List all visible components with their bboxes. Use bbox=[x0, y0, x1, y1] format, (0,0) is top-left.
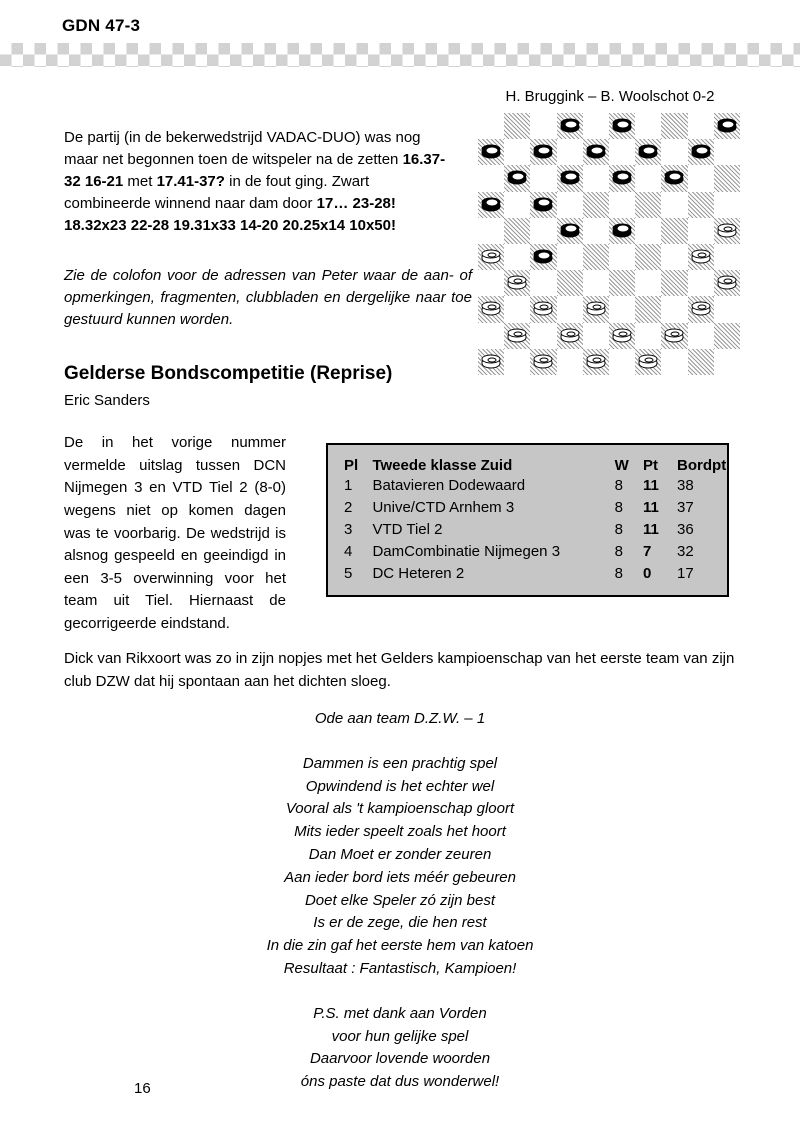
black-piece bbox=[534, 145, 553, 160]
board-square-dark bbox=[688, 349, 714, 375]
intro-moves3: 17… 23-28! 18.32x23 22-28 19.31x33 14-20 20.25x14 10x50! bbox=[64, 195, 396, 235]
cell-pt: 7 bbox=[643, 543, 652, 561]
board-square-light bbox=[583, 113, 609, 139]
poem-line: P.S. met dank aan Vorden bbox=[313, 1004, 487, 1022]
board-square-dark bbox=[688, 296, 714, 322]
board-square-light bbox=[661, 349, 687, 375]
poem-line: Mits ieder speelt zoals het hoort bbox=[294, 823, 506, 841]
board-square-dark bbox=[478, 192, 504, 218]
black-piece bbox=[613, 119, 632, 134]
board-square-light bbox=[688, 270, 714, 296]
board-square-dark bbox=[557, 113, 583, 139]
table-row bbox=[344, 475, 727, 497]
board-square-light bbox=[557, 244, 583, 270]
cell-pl: 2 bbox=[344, 499, 353, 517]
board-square-dark bbox=[609, 165, 635, 191]
black-piece bbox=[482, 145, 501, 160]
black-piece bbox=[613, 223, 632, 238]
board-square-dark bbox=[557, 218, 583, 244]
intro-moves1: 16.37-32 16-21 bbox=[64, 151, 446, 191]
black-piece bbox=[717, 119, 736, 134]
intro-paragraph bbox=[64, 127, 454, 237]
board-square-dark bbox=[583, 349, 609, 375]
board-square-light bbox=[530, 323, 556, 349]
board-square-dark bbox=[478, 139, 504, 165]
column-header-w: W bbox=[614, 457, 629, 474]
board-square-dark bbox=[688, 139, 714, 165]
cell-pl: 1 bbox=[344, 477, 353, 494]
white-piece bbox=[482, 302, 501, 317]
board-square-dark bbox=[635, 192, 661, 218]
board-square-light bbox=[635, 165, 661, 191]
white-piece bbox=[691, 302, 710, 317]
cell-pl: 5 bbox=[344, 565, 353, 583]
black-piece bbox=[560, 119, 579, 134]
board-square-dark bbox=[635, 349, 661, 375]
board-square-light bbox=[714, 244, 740, 270]
section-heading: Gelderse Bondscompetitie (Reprise) bbox=[64, 363, 393, 384]
black-piece bbox=[534, 197, 553, 212]
white-piece bbox=[586, 354, 605, 369]
board-square-light bbox=[714, 139, 740, 165]
black-piece bbox=[560, 223, 579, 238]
board-square-light bbox=[530, 113, 556, 139]
black-piece bbox=[665, 171, 684, 186]
poem-stanza-2 bbox=[64, 1003, 736, 1094]
white-piece bbox=[508, 276, 527, 291]
poem-line: voor hun gelijke spel bbox=[331, 1027, 469, 1045]
board-square-dark bbox=[661, 270, 687, 296]
white-piece bbox=[613, 328, 632, 343]
poem-line: Dammen is een prachtig spel bbox=[302, 754, 498, 772]
board-square-light bbox=[557, 192, 583, 218]
standings-table-body bbox=[344, 475, 727, 585]
poem-line: óns paste dat dus wonderwel! bbox=[300, 1073, 500, 1091]
poem-title: Ode aan team D.Z.W. – 1 bbox=[314, 710, 486, 727]
board-square-dark bbox=[530, 139, 556, 165]
board-square-light bbox=[609, 349, 635, 375]
board-square-dark bbox=[478, 349, 504, 375]
cell-team: Unive/CTD Arnhem 3 bbox=[372, 499, 515, 517]
board-square-dark bbox=[714, 270, 740, 296]
board-square-dark bbox=[504, 165, 530, 191]
board-square-light bbox=[635, 218, 661, 244]
page-header-title: GDN 47-3 bbox=[62, 16, 141, 35]
board-caption: H. Bruggink – B. Woolschot 0-2 bbox=[505, 88, 715, 105]
cell-team: DamCombinatie Nijmegen 3 bbox=[372, 543, 561, 561]
black-piece bbox=[586, 145, 605, 160]
board-square-dark bbox=[530, 349, 556, 375]
board-square-dark bbox=[714, 218, 740, 244]
board-square-light bbox=[557, 349, 583, 375]
board-square-dark bbox=[557, 323, 583, 349]
table-row bbox=[344, 541, 727, 563]
board-square-light bbox=[504, 244, 530, 270]
board-square-dark bbox=[661, 113, 687, 139]
black-piece bbox=[482, 197, 501, 212]
board-square-light bbox=[583, 218, 609, 244]
board-square-dark bbox=[714, 165, 740, 191]
white-piece bbox=[665, 328, 684, 343]
table-row bbox=[344, 497, 727, 519]
white-piece bbox=[560, 328, 579, 343]
white-piece bbox=[482, 354, 501, 369]
board-square-light bbox=[478, 165, 504, 191]
intro-part3: in de fout ging. Zwart combineerde winnend naar dam door bbox=[64, 173, 370, 213]
board-square-dark bbox=[609, 218, 635, 244]
board-square-dark bbox=[583, 296, 609, 322]
black-piece bbox=[534, 250, 553, 265]
board-square-dark bbox=[557, 270, 583, 296]
cell-pl: 3 bbox=[344, 521, 353, 539]
board-square-light bbox=[609, 139, 635, 165]
board-square-light bbox=[635, 323, 661, 349]
poem-line: Is er de zege, die hen rest bbox=[313, 914, 487, 932]
rikxoort-paragraph: Dick van Rikxoort was zo in zijn nopjes met het Gelders kampioenschap van het eerste team van zijn club DZW dat hij spontaan aan het dichten sloeg. bbox=[64, 650, 735, 690]
white-piece bbox=[691, 250, 710, 265]
board-square-dark bbox=[504, 113, 530, 139]
poem-line: Resultaat : Fantastisch, Kampioen! bbox=[283, 959, 517, 977]
board-square-light bbox=[583, 165, 609, 191]
board-square-light bbox=[478, 113, 504, 139]
board-square-dark bbox=[661, 218, 687, 244]
draughts-board-diagram bbox=[478, 113, 740, 375]
black-piece bbox=[508, 171, 527, 186]
table-row bbox=[344, 563, 727, 585]
board-square-light bbox=[661, 244, 687, 270]
board-square-dark bbox=[635, 139, 661, 165]
board-square-dark bbox=[504, 270, 530, 296]
board-square-light bbox=[504, 349, 530, 375]
white-piece bbox=[482, 250, 501, 265]
column-header-pt: Pt bbox=[643, 457, 659, 474]
table-row bbox=[344, 519, 727, 541]
board-square-light bbox=[609, 296, 635, 322]
cell-pt: 11 bbox=[643, 499, 659, 517]
board-square-light bbox=[583, 323, 609, 349]
page-number: 16 bbox=[134, 1080, 151, 1097]
board-square-light bbox=[714, 192, 740, 218]
cell-w: 8 bbox=[614, 565, 623, 583]
cell-pt: 11 bbox=[643, 521, 659, 539]
cell-pl: 4 bbox=[344, 543, 353, 561]
intro-part1: De partij (in de bekerwedstrijd VADAC-DUO) was nog maar net begonnen toen de witspeler na de zetten bbox=[64, 129, 421, 169]
board-square-dark bbox=[583, 139, 609, 165]
board-square-dark bbox=[583, 192, 609, 218]
white-piece bbox=[508, 328, 527, 343]
white-piece bbox=[586, 302, 605, 317]
intro-part2: met bbox=[123, 173, 157, 191]
cell-bordpt: 36 bbox=[677, 521, 694, 539]
poem-line: Aan ieder bord iets méér gebeuren bbox=[284, 868, 516, 886]
standings-table-grid bbox=[344, 457, 727, 585]
board-square-dark bbox=[635, 244, 661, 270]
board-square-light bbox=[635, 113, 661, 139]
board-square-dark bbox=[609, 270, 635, 296]
board-square-dark bbox=[714, 113, 740, 139]
cell-bordpt: 38 bbox=[677, 477, 694, 494]
board-square-dark bbox=[609, 113, 635, 139]
board-square-dark bbox=[661, 323, 687, 349]
board-square-light bbox=[714, 349, 740, 375]
board-square-light bbox=[557, 296, 583, 322]
board-square-light bbox=[478, 218, 504, 244]
board-square-light bbox=[635, 270, 661, 296]
black-piece bbox=[691, 145, 710, 160]
board-square-light bbox=[688, 165, 714, 191]
board-square-dark bbox=[530, 296, 556, 322]
board-square-dark bbox=[557, 165, 583, 191]
white-piece bbox=[534, 302, 553, 317]
checkered-divider bbox=[0, 43, 800, 67]
board-square-dark bbox=[583, 244, 609, 270]
cell-team: VTD Tiel 2 bbox=[372, 521, 443, 539]
board-square-light bbox=[688, 323, 714, 349]
colofon-paragraph: Zie de colofon voor de adressen van Peter waar de aan- of opmerkingen, fragmenten, clubbladen en dergelijke naar toe gestuurd kunnen worden. bbox=[64, 267, 472, 329]
board-square-light bbox=[530, 165, 556, 191]
board-square-dark bbox=[661, 165, 687, 191]
board-square-light bbox=[478, 323, 504, 349]
board-square-dark bbox=[530, 192, 556, 218]
poem-line: Doet elke Speler zó zijn best bbox=[304, 891, 496, 909]
board-square-light bbox=[661, 139, 687, 165]
board-square-dark bbox=[714, 323, 740, 349]
board-square-light bbox=[504, 139, 530, 165]
board-square-dark bbox=[530, 244, 556, 270]
white-piece bbox=[534, 354, 553, 369]
board-square-light bbox=[478, 270, 504, 296]
board-square-dark bbox=[688, 192, 714, 218]
intro-moves2: 17.41-37? bbox=[156, 173, 225, 191]
board-square-dark bbox=[478, 244, 504, 270]
section-author: Eric Sanders bbox=[64, 392, 150, 409]
white-piece bbox=[717, 276, 736, 291]
board-square-dark bbox=[609, 323, 635, 349]
board-square-light bbox=[609, 244, 635, 270]
board-square-light bbox=[688, 218, 714, 244]
table-header-row bbox=[344, 457, 727, 475]
standings-table bbox=[326, 443, 729, 597]
cell-w: 8 bbox=[614, 543, 623, 561]
cell-w: 8 bbox=[614, 477, 623, 494]
cell-w: 8 bbox=[614, 521, 623, 539]
cell-bordpt: 17 bbox=[677, 565, 694, 583]
board-square-light bbox=[557, 139, 583, 165]
white-piece bbox=[639, 354, 658, 369]
board-square-light bbox=[661, 296, 687, 322]
poem-line: Daarvoor lovende woorden bbox=[309, 1050, 491, 1068]
cell-team: Batavieren Dodewaard bbox=[372, 477, 526, 494]
cell-bordpt: 37 bbox=[677, 499, 694, 517]
board-square-light bbox=[504, 192, 530, 218]
board-square-dark bbox=[478, 296, 504, 322]
poem-line: Opwindend is het echter wel bbox=[305, 777, 495, 795]
board-square-dark bbox=[504, 218, 530, 244]
board-square-light bbox=[714, 296, 740, 322]
cell-w: 8 bbox=[614, 499, 623, 517]
board-square-light bbox=[504, 296, 530, 322]
white-piece bbox=[717, 223, 736, 238]
board-square-dark bbox=[504, 323, 530, 349]
board-square-light bbox=[530, 218, 556, 244]
black-piece bbox=[639, 145, 658, 160]
board-square-light bbox=[583, 270, 609, 296]
cell-pt: 11 bbox=[643, 477, 659, 494]
section-intro-paragraph: De in het vorige nummer vermelde uitslag tussen DCN Nijmegen 3 en VTD Tiel 2 (8-0) wegens niet op komen dagen was te voorbarig. De wedstrijd is alsnog gespeeld en geeindigd in een 3-5 overwinning voor het team uit Tiel. Hiernaast de gecorrigeerde eindstand. bbox=[64, 434, 286, 633]
poem-line: Dan Moet er zonder zeuren bbox=[308, 845, 492, 863]
poem-line: In die zin gaf het eerste hem van katoen bbox=[266, 937, 534, 955]
board-square-light bbox=[688, 113, 714, 139]
poem-stanza-1 bbox=[64, 753, 736, 981]
column-header-pl: Pl bbox=[344, 457, 359, 474]
board-square-light bbox=[661, 192, 687, 218]
column-header-team: Tweede klasse Zuid bbox=[372, 457, 513, 474]
board-square-dark bbox=[635, 296, 661, 322]
black-piece bbox=[560, 171, 579, 186]
cell-bordpt: 32 bbox=[677, 543, 694, 561]
board-square-dark bbox=[688, 244, 714, 270]
poem-line: Vooral als 't kampioenschap gloort bbox=[285, 800, 515, 818]
black-piece bbox=[613, 171, 632, 186]
column-header-bordpt: Bordpt bbox=[677, 457, 727, 474]
board-square-light bbox=[530, 270, 556, 296]
poem bbox=[64, 708, 736, 1116]
cell-team: DC Heteren 2 bbox=[372, 565, 465, 583]
cell-pt: 0 bbox=[643, 565, 652, 583]
board-square-light bbox=[609, 192, 635, 218]
